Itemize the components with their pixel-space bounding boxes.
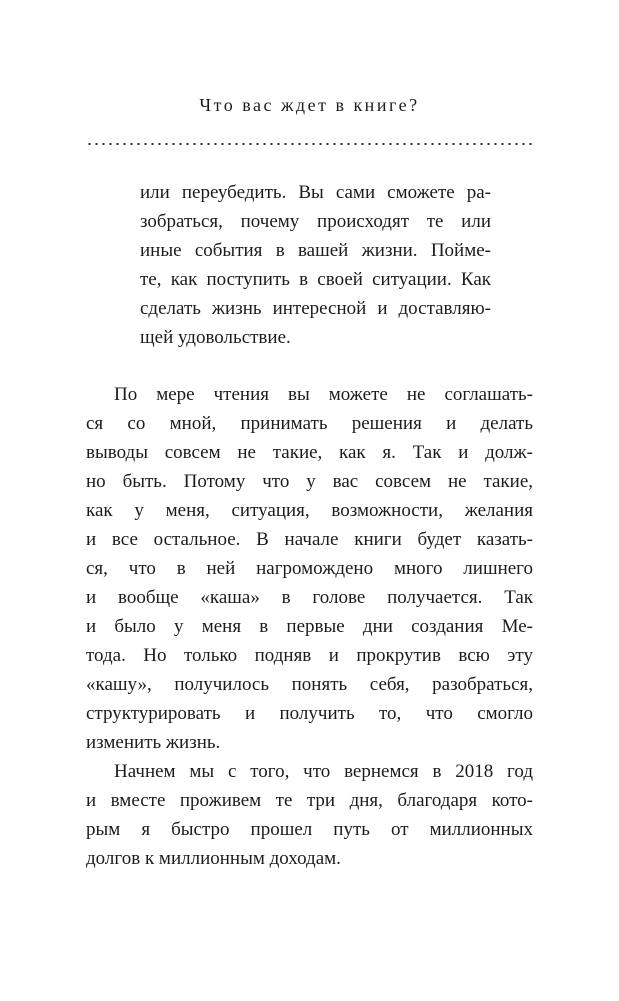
text-line: и все остальное. В начале книги будет казать-: [86, 529, 533, 550]
dotted-separator: [86, 142, 533, 146]
text-line: «кашу», получилось понять себя, разобраться,: [86, 674, 533, 695]
text-line: рым я быстро прошел путь от миллионных: [86, 819, 533, 840]
text-line: ся, что в ней нагромождено много лишнего: [86, 558, 533, 579]
page-title: Что вас ждет в книге?: [199, 95, 420, 115]
text-line: структурировать и получить то, что смогло: [86, 703, 533, 724]
text-line: но быть. Потому что у вас совсем не такие,: [86, 471, 533, 492]
text-line: ся со мной, принимать решения и делать: [86, 413, 533, 434]
text-line: изменить жизнь.: [86, 732, 221, 753]
text-line: и вместе проживем те три дня, благодаря кото-: [86, 790, 533, 811]
text-line: и было у меня в первые дни создания Ме-: [86, 616, 533, 637]
text-line: иные события в вашей жизни. Пойме-: [140, 240, 491, 261]
page-content: [86, 178, 533, 873]
text-line: тода. Но только подняв и прокрутив всю эту: [86, 645, 533, 666]
paragraph: [140, 178, 491, 352]
text-line: как у меня, ситуация, возможности, желания: [86, 500, 533, 521]
text-line: и вообще «каша» в голове получается. Так: [86, 587, 533, 608]
text-line: Начнем мы с того, что вернемся в 2018 год: [114, 761, 533, 782]
text-line: те, как поступить в своей ситуации. Как: [140, 269, 491, 290]
text-line: или переубедить. Вы сами сможете ра-: [140, 182, 491, 203]
paragraph: [86, 757, 533, 873]
text-line: зобраться, почему происходят те или: [140, 211, 491, 232]
paragraph: [86, 380, 533, 757]
text-line: щей удовольствие.: [140, 327, 291, 348]
text-line: выводы совсем не такие, как я. Так и долж-: [86, 442, 533, 463]
text-line: сделать жизнь интересной и доставляю-: [140, 298, 491, 319]
text-line: По мере чтения вы можете не соглашать-: [114, 384, 533, 405]
text-line: долгов к миллионным доходам.: [86, 848, 341, 869]
